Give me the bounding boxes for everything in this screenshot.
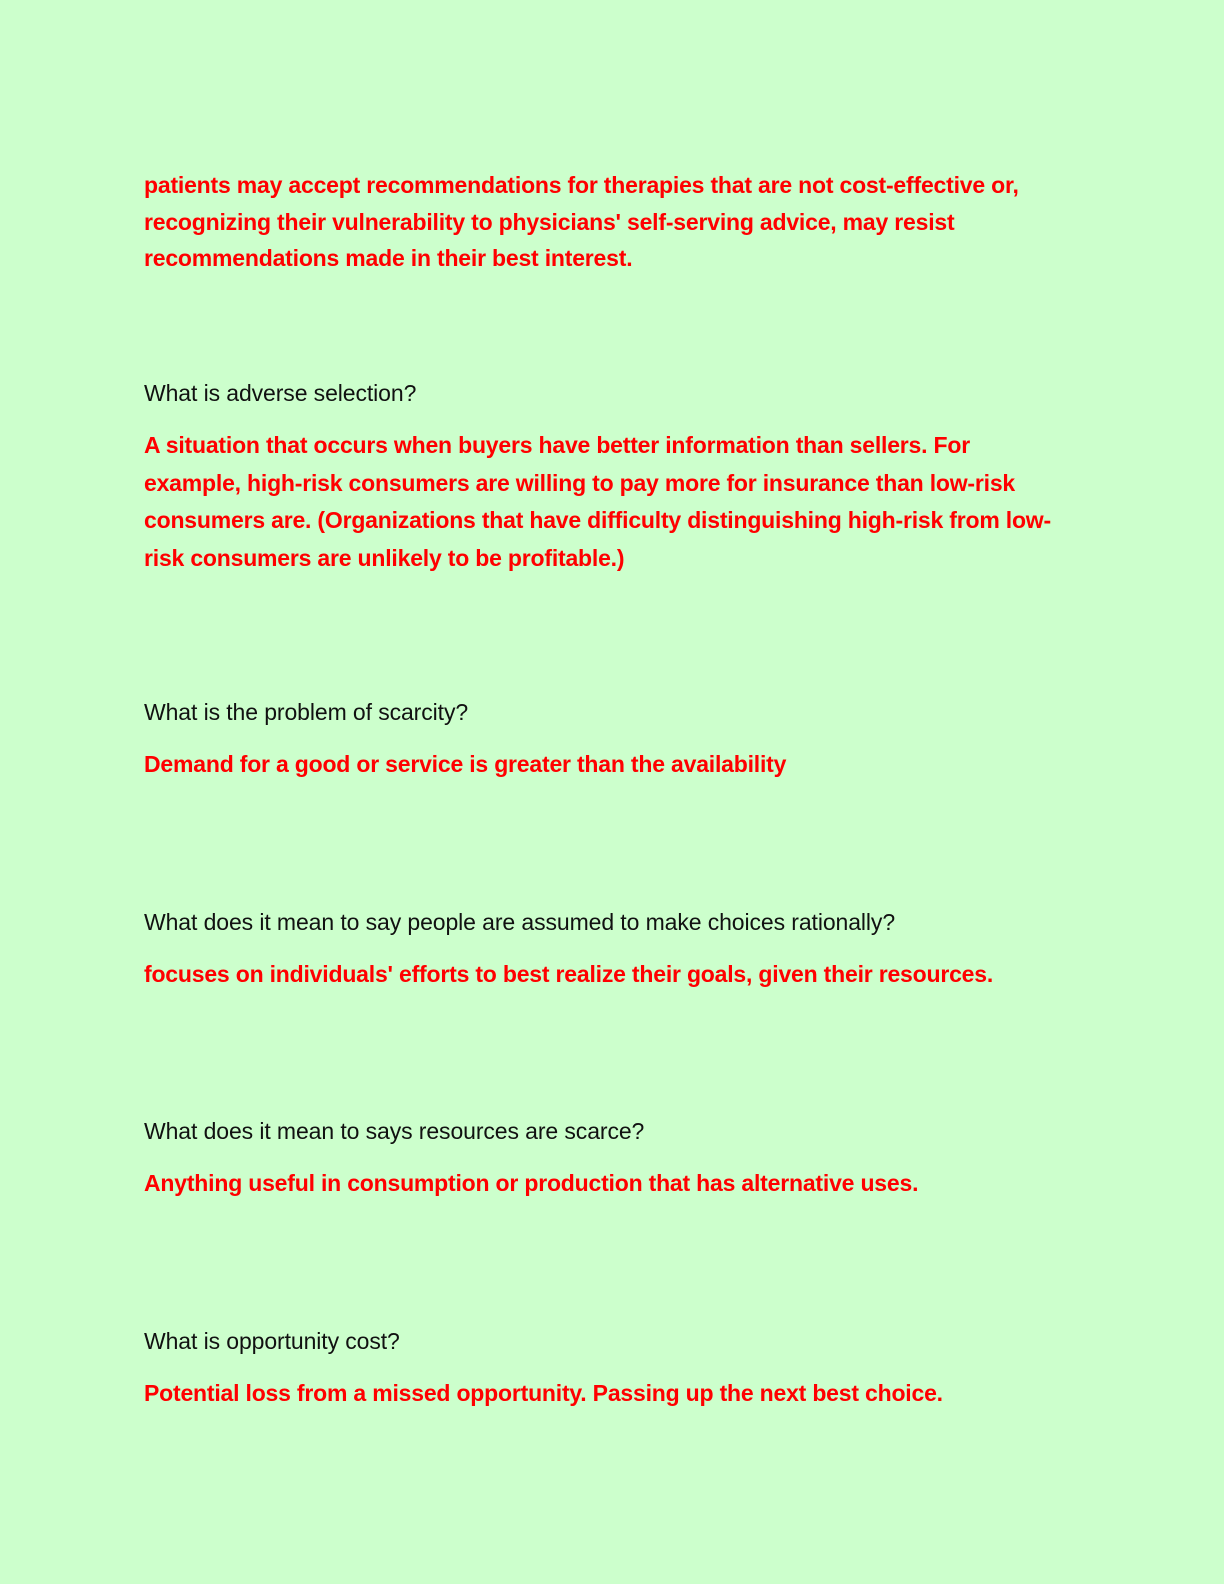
qa-block-rational-choice — [144, 904, 1064, 994]
intro-answer-text: patients may accept recommendations for therapies that are not cost-effective or, recognizing their vulnerability to physicians' self-serving advice, may resist recommendations made in their best interest. — [144, 172, 1019, 271]
question-text: What is adverse selection? — [144, 380, 417, 406]
question-text: What is opportunity cost? — [144, 1328, 400, 1354]
answer-text: focuses on individuals' efforts to best realize their goals, given their resources. — [144, 961, 994, 987]
qa-block-opportunity-cost — [144, 1323, 1064, 1413]
question-text: What is the problem of scarcity? — [144, 699, 469, 725]
qa-block-scarcity — [144, 694, 1064, 784]
answer-text: Demand for a good or service is greater than the availability — [144, 751, 787, 777]
qa-block-scarce-resources — [144, 1113, 1064, 1203]
answer-text: Potential loss from a missed opportunity. Passing up the next best choice. — [144, 1380, 943, 1406]
question-text: What does it mean to says resources are scarce? — [144, 1118, 645, 1144]
answer-text: A situation that occurs when buyers have better information than sellers. For example, high-risk consumers are willing to pay more for insurance than low-risk consumers are. (Organizations that have difficulty distinguishing high-risk from low-risk consumers are unlikely to be profitable.) — [144, 432, 1051, 571]
answer-text: Anything useful in consumption or production that has alternative uses. — [144, 1170, 919, 1196]
qa-block-adverse-selection — [144, 375, 1064, 577]
question-text: What does it mean to say people are assumed to make choices rationally? — [144, 909, 896, 935]
